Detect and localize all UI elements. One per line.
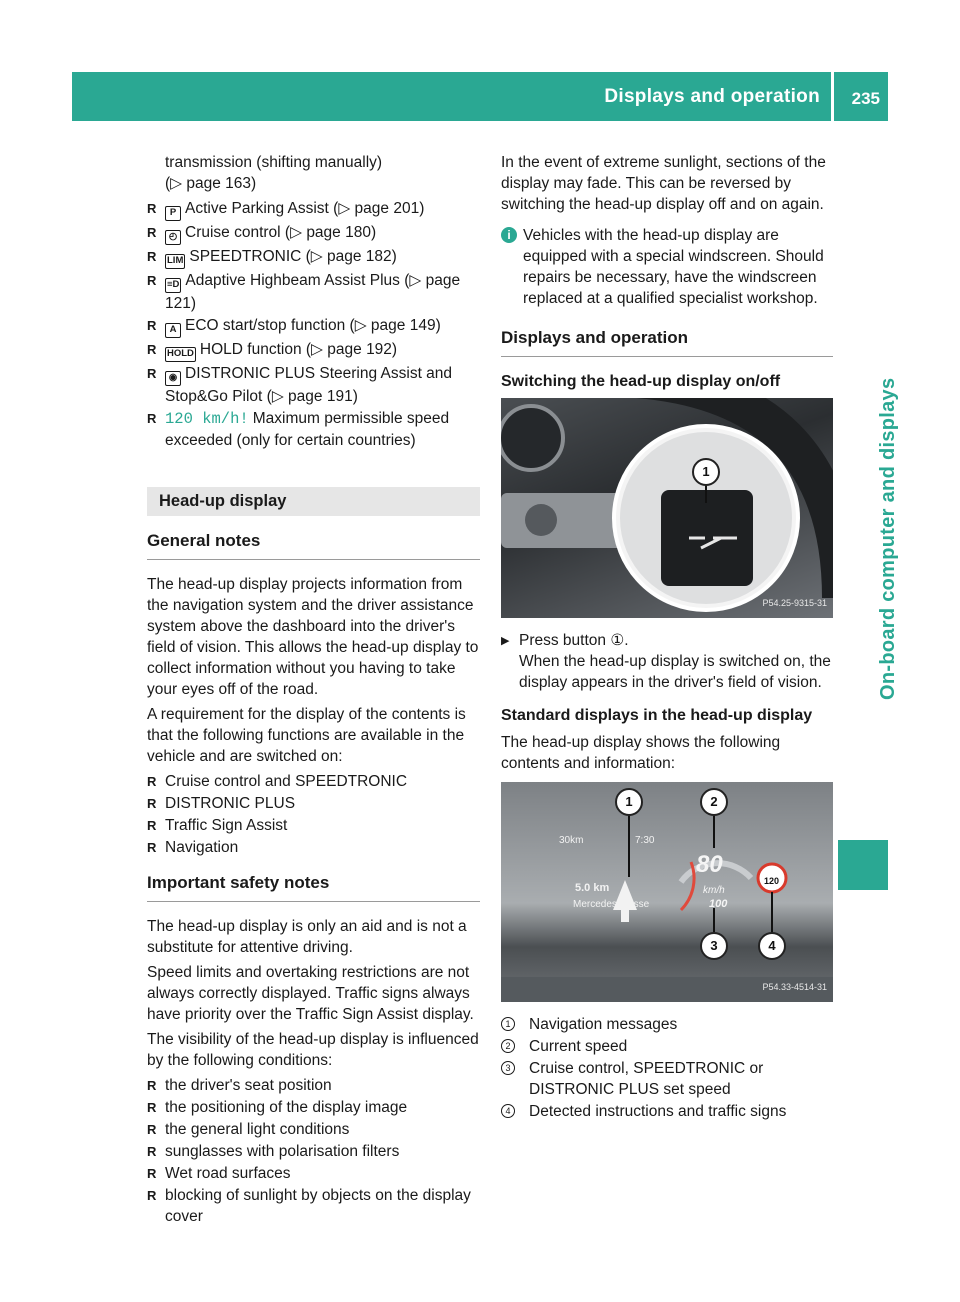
- list-item: R Cruise control and SPEEDTRONIC: [147, 771, 480, 792]
- hold-icon: HOLD: [165, 347, 196, 362]
- list-item: R Traffic Sign Assist: [147, 815, 480, 836]
- list-item: [147, 270, 480, 314]
- list-item: R the positioning of the display image: [147, 1097, 480, 1118]
- photo-reference-code: P54.33-4514-31: [762, 982, 827, 992]
- list-item-text: ECO start/stop function (▷ page 149): [185, 317, 441, 334]
- parking-assist-icon: P: [165, 206, 181, 221]
- symbol-list: [147, 198, 480, 407]
- list-item: R the driver's seat position: [147, 1075, 480, 1096]
- legend-text: Current speed: [529, 1038, 628, 1055]
- hud-illustration: [501, 782, 833, 1002]
- hud-street-name: Mercedesstrasse: [573, 899, 650, 910]
- list-item: [147, 363, 480, 407]
- list-item: [147, 315, 480, 338]
- callout-1: 1: [692, 458, 720, 486]
- legend-text: Cruise control, SPEEDTRONIC or DISTRONIC PLUS set speed: [529, 1060, 764, 1098]
- info-note: [501, 225, 833, 309]
- right-column: [501, 152, 833, 1123]
- steering-wheel-illustration: [501, 398, 833, 618]
- paragraph: A requirement for the display of the contents is that the following functions are available in the vehicle and are switched on:: [147, 706, 466, 765]
- list-item: [147, 246, 480, 269]
- header-divider: [831, 72, 834, 121]
- legend-list: [501, 1014, 833, 1122]
- list-item-text: Adaptive Highbeam Assist Plus (▷ page 121): [165, 272, 461, 312]
- subsection-heading: Important safety notes: [147, 872, 480, 902]
- subsection-heading: Displays and operation: [501, 327, 833, 357]
- list-item: R Navigation: [147, 837, 480, 858]
- page-number: 235: [851, 89, 880, 108]
- legend-item: [501, 1058, 833, 1100]
- list-item: [147, 198, 480, 221]
- requirements-list: [147, 771, 480, 858]
- section-heading: Head-up display: [147, 487, 480, 516]
- eco-start-stop-icon: A: [165, 323, 181, 338]
- cruise-control-icon: ◴: [165, 230, 181, 245]
- hud-set-speed: 100: [709, 898, 728, 910]
- speed-warning-code: 120 km/h!: [165, 410, 249, 428]
- instruction-step: ▶ Press button ①.: [501, 630, 833, 651]
- list-item: [147, 339, 480, 362]
- callout-4: 4: [758, 932, 786, 960]
- list-item: [147, 408, 480, 451]
- list-item-text: SPEEDTRONIC (▷ page 182): [189, 248, 397, 265]
- paragraph: The visibility of the head-up display is influenced by the following conditions:: [147, 1031, 479, 1069]
- paragraph: The head-up display shows the following contents and information:: [501, 734, 781, 772]
- hud-time: 7:30: [635, 835, 655, 846]
- paragraph: The head-up display projects information from the navigation system and the driver assistance system above the dashboard into the driver's field of vision. This allows the head-up display to collect information without you having to take your eyes off of the road.: [147, 576, 479, 698]
- legend-number: 2: [501, 1039, 515, 1053]
- hud-speed: 80: [696, 851, 723, 878]
- subsection-heading: Switching the head-up display on/off: [501, 373, 781, 390]
- hud-traffic-sign: 120: [764, 876, 780, 886]
- legend-item: [501, 1014, 833, 1035]
- list-item: R the general light conditions: [147, 1119, 480, 1140]
- conditions-list: [147, 1075, 480, 1227]
- chapter-tab-marker: [838, 840, 888, 890]
- distronic-steering-icon: ◉: [165, 371, 181, 386]
- intro-line: transmission (shifting manually): [165, 154, 383, 171]
- chapter-tab-label: On-board computer and displays: [877, 377, 899, 700]
- legend-number: 4: [501, 1104, 515, 1118]
- highbeam-assist-icon: ≡D: [165, 278, 181, 293]
- steering-wheel-photo: [501, 398, 833, 618]
- list-item-text: DISTRONIC PLUS Steering Assist and Stop&Go Pilot (▷ page 191): [165, 365, 453, 405]
- page-title: Displays and operation: [604, 86, 820, 107]
- subsection-heading: General notes: [147, 530, 480, 560]
- left-column: [147, 152, 480, 1228]
- hud-remaining-distance: 30km: [559, 835, 584, 846]
- callout-3: 3: [700, 932, 728, 960]
- paragraph: In the event of extreme sunlight, sections of the display may fade. This can be reversed by switching the head-up display off and on again.: [501, 154, 826, 213]
- callout-2: 2: [700, 788, 728, 816]
- info-icon: i: [501, 227, 517, 243]
- speedtronic-icon: LIM: [165, 254, 185, 269]
- list-item-text: HOLD function (▷ page 192): [199, 341, 398, 358]
- list-item: R blocking of sunlight by objects on the display cover: [147, 1185, 480, 1227]
- step-result: When the head-up display is switched on, the display appears in the driver's field of vision.: [519, 653, 831, 691]
- paragraph: The head-up display is only an aid and is not a substitute for attentive driving.: [147, 918, 467, 956]
- info-note-text: Vehicles with the head-up display are equipped with a special windscreen. Should repairs be necessary, have the windscreen replaced at a qualified specialist workshop.: [523, 227, 824, 307]
- legend-item: [501, 1036, 833, 1057]
- legend-text: Detected instructions and traffic signs: [529, 1103, 787, 1120]
- hud-nav-distance: 5.0 km: [575, 882, 610, 894]
- hud-photo: [501, 782, 833, 1002]
- list-item: R Wet road surfaces: [147, 1163, 480, 1184]
- list-item: [147, 222, 480, 245]
- paragraph: Speed limits and overtaking restrictions are not always correctly displayed. Traffic signs always have priority over the Traffic Sign Assist display.: [147, 964, 474, 1023]
- list-item-text: Maximum permissible speed exceeded (only for certain countries): [165, 410, 450, 449]
- legend-number: 3: [501, 1061, 515, 1075]
- list-item-text: Cruise control (▷ page 180): [185, 224, 377, 241]
- legend-item: [501, 1101, 833, 1122]
- list-item: R sunglasses with polarisation filters: [147, 1141, 480, 1162]
- legend-number: 1: [501, 1017, 515, 1031]
- subsection-heading: Standard displays in the head-up display: [501, 707, 813, 724]
- intro-line: (▷ page 163): [165, 175, 257, 192]
- photo-reference-code: P54.25-9315-31: [762, 598, 827, 608]
- list-item-text: Active Parking Assist (▷ page 201): [185, 200, 425, 217]
- callout-1: 1: [615, 788, 643, 816]
- hud-speed-unit: km/h: [703, 885, 725, 896]
- legend-text: Navigation messages: [529, 1016, 678, 1033]
- list-item: R DISTRONIC PLUS: [147, 793, 480, 814]
- header-bar: [72, 72, 888, 121]
